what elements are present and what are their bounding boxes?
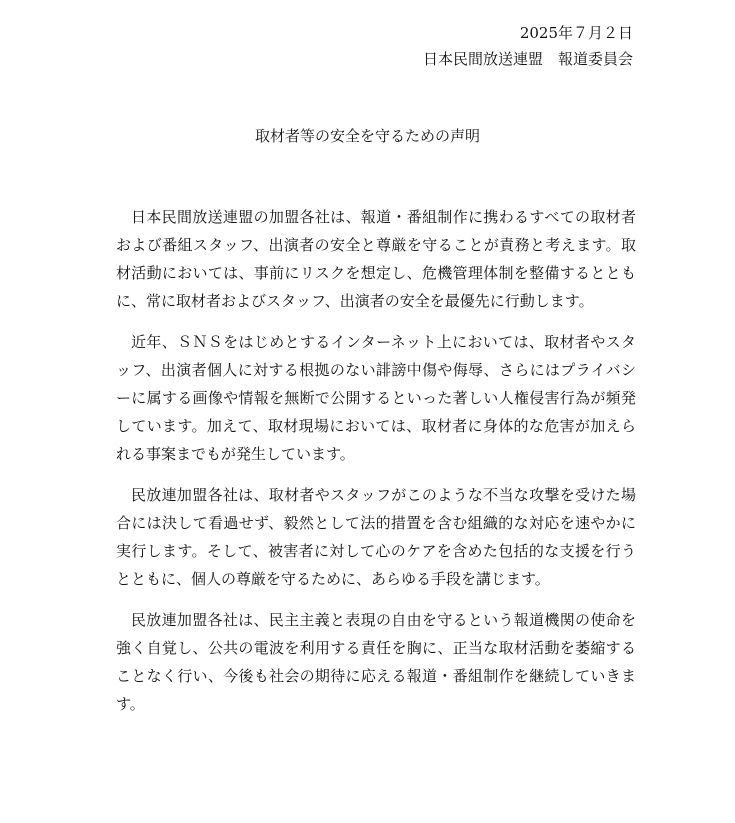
document-date: 2025年７月２日 [519, 24, 633, 42]
paragraph-3: 民放連加盟各社は、取材者やスタッフがこのような不当な攻撃を受けた場合には決して看過せず、毅然として法的措置を含む組織的な対応を速やかに実行します。そして、被害者に対して心のケアを含めた包括的な支援を行うとともに、個人の尊厳を守るために、あらゆる手段を講じます。 [116, 486, 636, 588]
paragraph-1: 日本民間放送連盟の加盟各社は、報道・番組制作に携わるすべての取材者および番組スタッフ、出演者の安全と尊厳を守ることが責務と考えます。取材活動においては、事前にリスクを想定し、危機管理体制を整備するとともに、常に取材者およびスタッフ、出演者の安全を最優先に行動します。 [116, 208, 636, 310]
paragraph-4: 民放連加盟各社は、民主主義と表現の自由を守るという報道機関の使命を強く自覚し、公共の電波を利用する責任を胸に、正当な取材活動を萎縮することなく行い、今後も社会の期待に応える報道・番組制作を継続していきます。 [116, 611, 636, 713]
document-header [423, 20, 633, 72]
document-title: 取材者等の安全を守るための声明 [254, 127, 480, 145]
document-issuer: 日本民間放送連盟 報道委員会 [422, 50, 633, 68]
document-body [116, 203, 636, 731]
paragraph-2: 近年、ＳＮＳをはじめとするインターネット上においては、取材者やスタッフ、出演者個人に対する根拠のない誹謗中傷や侮辱、さらにはプライバシーに属する画像や情報を無断で公開するといった著しい人権侵害行為が頻発しています。加えて、取材現場においては、取材者に身体的な危害が加えられる事案までもが発生しています。 [116, 333, 636, 463]
